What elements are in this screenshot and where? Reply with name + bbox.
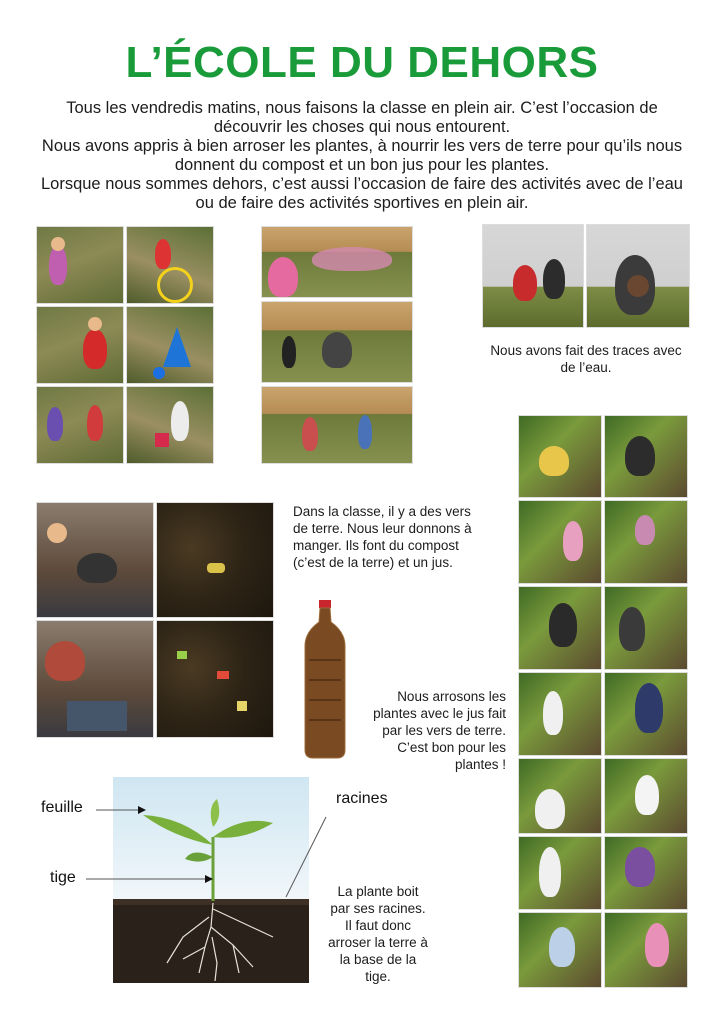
photo-children-run	[261, 386, 413, 464]
diagram-pointer-lines	[0, 777, 360, 907]
caption-worms: Dans la classe, il y a des vers de terre. Nous leur donnons à manger. Ils font du compost (c’est de la terre) et un jus.	[293, 504, 472, 570]
caption-roots: La plante boit par ses racines. Il faut donc arroser la terre à la base de la tige.	[328, 884, 428, 984]
photo-worm-bin-children	[36, 502, 154, 618]
photo-garden-5	[518, 586, 602, 670]
diagram-label-leaf: feuille	[41, 799, 83, 816]
photo-garden-8	[604, 672, 688, 756]
photo-blue-cone	[126, 306, 214, 384]
photo-garden-13	[518, 912, 602, 988]
photo-feeding-worms	[36, 620, 154, 738]
photo-children-circle	[261, 301, 413, 383]
photo-children-sitting	[261, 226, 413, 298]
photo-garden-6	[604, 586, 688, 670]
photo-compost-worms	[156, 502, 274, 618]
photo-hoops	[126, 226, 214, 304]
photo-food-scraps	[156, 620, 274, 738]
intro-line-1: Tous les vendredis matins, nous faisons la classe en plein air. C’est l’occasion de découvrir les choses qui nous entourent.	[66, 99, 658, 136]
photo-garden-4	[604, 500, 688, 584]
photo-garden-9	[518, 758, 602, 834]
photo-garden-14	[604, 912, 688, 988]
photo-garden-7	[518, 672, 602, 756]
caption-watering: Nous arrosons les plantes avec le jus fait par les vers de terre. C’est bon pour les plantes !	[373, 689, 506, 772]
diagram-label-roots: racines	[336, 790, 388, 807]
photo-child-playing	[36, 226, 124, 304]
caption-water-traces: Nous avons fait des traces avec de l’eau.	[490, 343, 682, 375]
photo-children-group	[36, 386, 124, 464]
page-title: L’ÉCOLE DU DEHORS	[125, 38, 599, 87]
worm-juice-bottle	[301, 600, 349, 760]
intro-line-3: Lorsque nous sommes dehors, c’est aussi l’occasion de faire des activités avec de l’eau ou de faire des activités sportives en plein air.	[40, 175, 683, 212]
photo-garden-12	[604, 836, 688, 910]
photo-garden-2	[604, 415, 688, 498]
diagram-label-stem: tige	[50, 869, 76, 886]
photo-garden-1	[518, 415, 602, 498]
photo-garden-11	[518, 836, 602, 910]
photo-garden-3	[518, 500, 602, 584]
photo-garden-10	[604, 758, 688, 834]
intro-text	[40, 99, 684, 213]
photo-child-red-shirt	[36, 306, 124, 384]
intro-line-2: Nous avons appris à bien arroser les plantes, à nourrir les vers de terre pour qu’ils nous donnent du compost et un bon jus pour les plantes.	[41, 137, 683, 174]
photo-child-bucket	[126, 386, 214, 464]
photo-water-traces-1	[482, 224, 584, 328]
photo-water-traces-2	[586, 224, 690, 328]
